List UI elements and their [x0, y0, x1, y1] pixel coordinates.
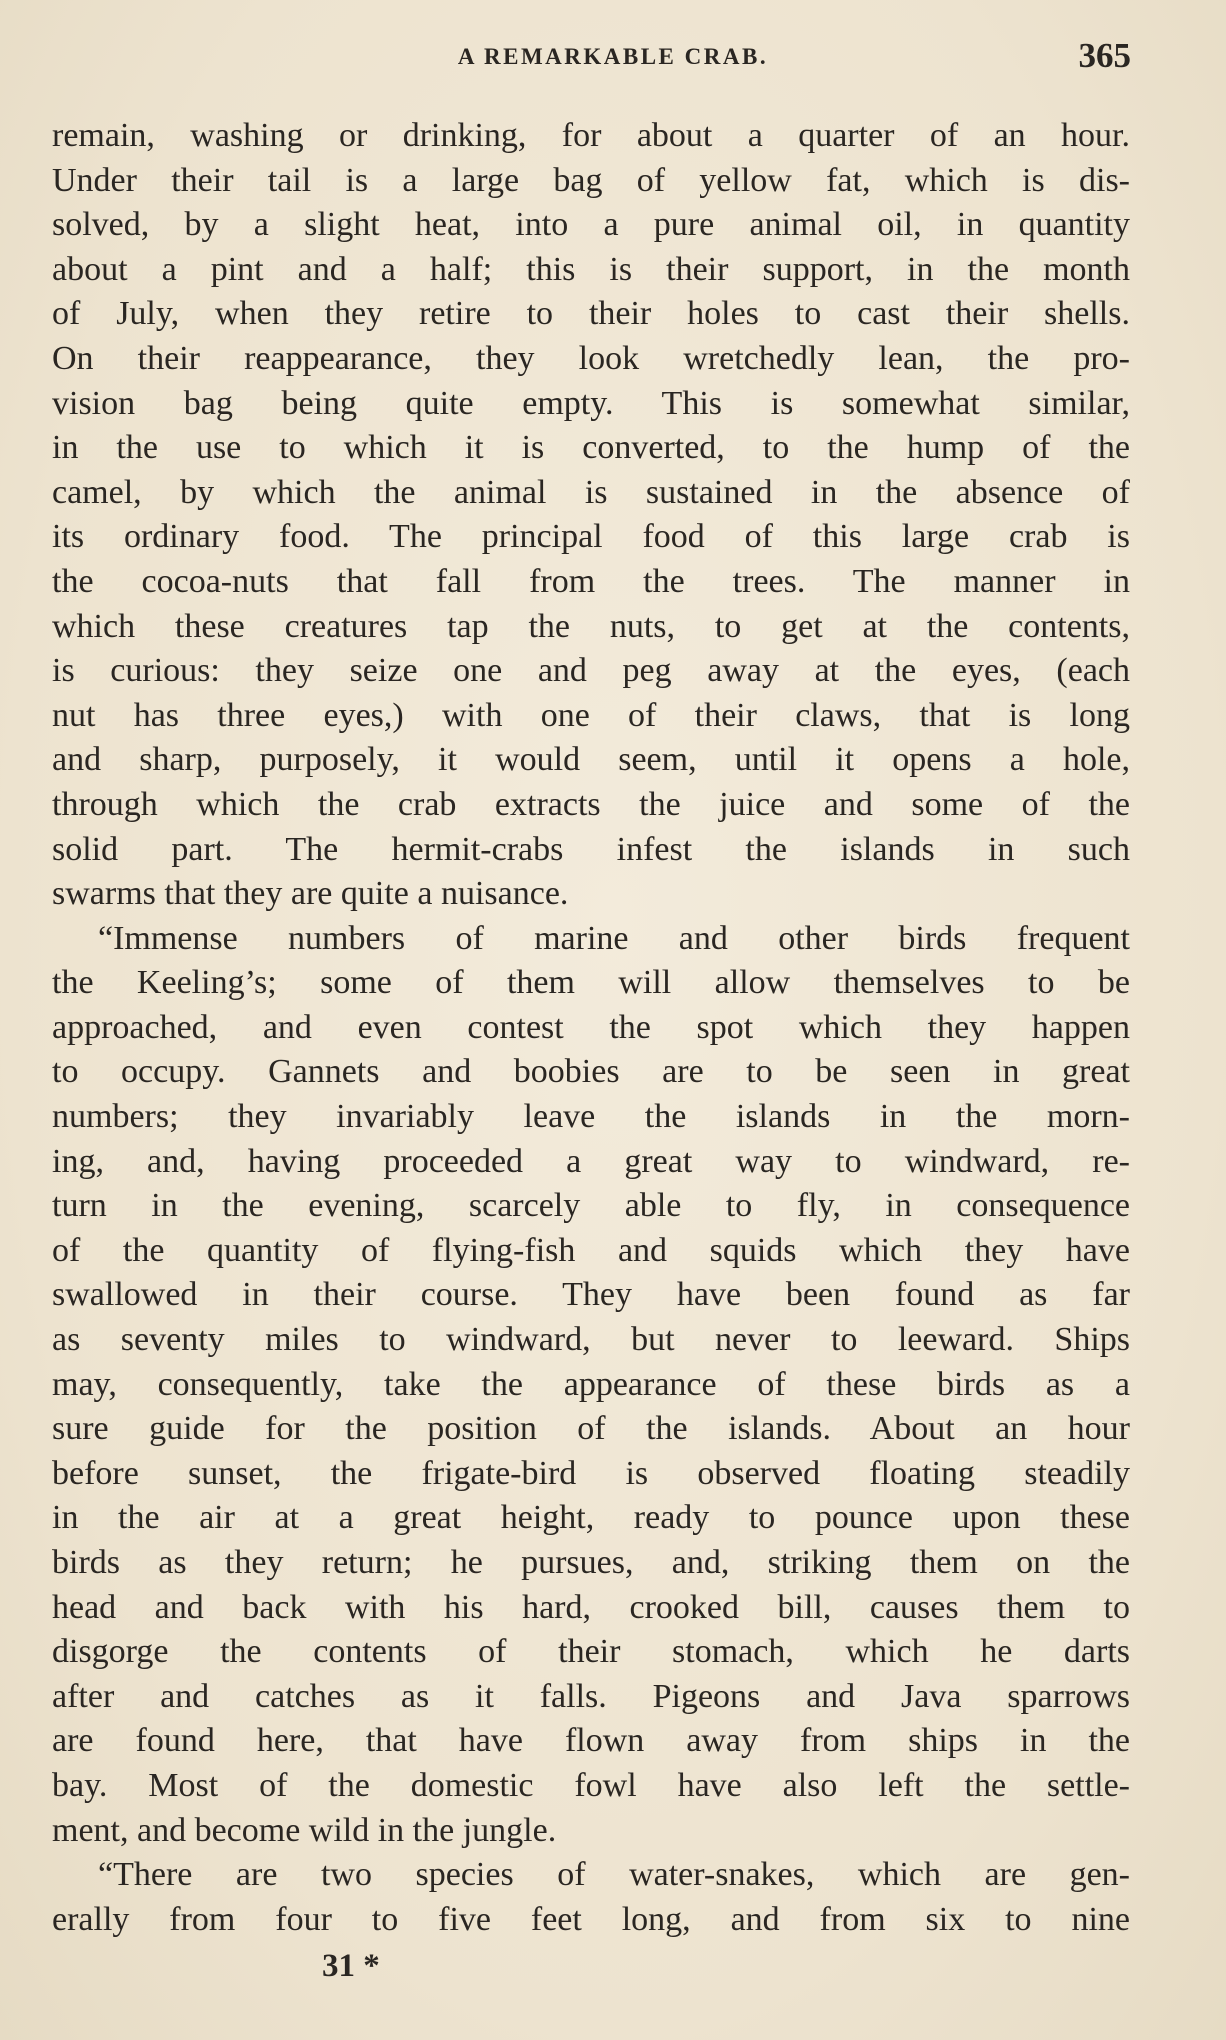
- text-line: about a pint and a half; this is their support, in the month: [52, 250, 1130, 288]
- text-line: turn in the evening, scarcely able to fly, in consequence: [52, 1187, 1130, 1225]
- text-line: On their reappearance, they look wretchedly lean, the pro-: [52, 339, 1130, 377]
- text-line: after and catches as it falls. Pigeons and Java sparrows: [52, 1677, 1130, 1715]
- text-line: Under their tail is a large bag of yellow fat, which is dis-: [52, 161, 1130, 199]
- text-line: disgorge the contents of their stomach, which he darts: [52, 1633, 1130, 1671]
- text-line: before sunset, the frigate-bird is observed floating steadily: [52, 1454, 1130, 1492]
- text-line: of the quantity of flying-fish and squids which they have: [52, 1231, 1130, 1269]
- signature-mark: 31 *: [322, 1948, 380, 1984]
- text-line: swallowed in their course. They have been found as far: [52, 1276, 1130, 1314]
- text-line: camel, by which the animal is sustained in the absence of: [52, 473, 1130, 511]
- text-line: and sharp, purposely, it would seem, until it opens a hole,: [52, 741, 1130, 779]
- text-line: bay. Most of the domestic fowl have also left the settle-: [52, 1766, 1130, 1804]
- page-number: 365: [1078, 36, 1131, 75]
- text-line: which these creatures tap the nuts, to get at the contents,: [52, 607, 1130, 645]
- text-line: ment, and become wild in the jungle.: [52, 1811, 557, 1849]
- text-line: numbers; they invariably leave the islands in the morn-: [52, 1098, 1130, 1136]
- running-head: [0, 36, 1226, 76]
- text-line: approached, and even contest the spot which they happen: [52, 1008, 1130, 1046]
- text-line: “Immense numbers of marine and other birds frequent: [98, 919, 1130, 957]
- text-line: the cocoa-nuts that fall from the trees. The manner in: [52, 562, 1130, 600]
- text-line: vision bag being quite empty. This is somewhat similar,: [52, 384, 1130, 422]
- text-line: in the use to which it is converted, to the hump of the: [52, 429, 1130, 467]
- text-line: “There are two species of water-snakes, which are gen-: [98, 1856, 1130, 1894]
- text-line: through which the crab extracts the juice and some of the: [52, 785, 1130, 823]
- text-line: the Keeling’s; some of them will allow themselves to be: [52, 964, 1130, 1002]
- text-line: may, consequently, take the appearance of these birds as a: [52, 1365, 1130, 1403]
- text-line: to occupy. Gannets and boobies are to be seen in great: [52, 1053, 1130, 1091]
- text-line: erally from four to five feet long, and from six to nine: [52, 1900, 1130, 1938]
- text-line: as seventy miles to windward, but never to leeward. Ships: [52, 1321, 1130, 1359]
- text-line: solved, by a slight heat, into a pure animal oil, in quantity: [52, 206, 1130, 244]
- text-line: in the air at a great height, ready to pounce upon these: [52, 1499, 1130, 1537]
- text-line: nut has three eyes,) with one of their claws, that is long: [52, 696, 1130, 734]
- running-title: A REMARKABLE CRAB.: [457, 44, 769, 69]
- text-line: head and back with his hard, crooked bill, causes them to: [52, 1588, 1130, 1626]
- text-line: birds as they return; he pursues, and, striking them on the: [52, 1544, 1130, 1581]
- text-line: swarms that they are quite a nuisance.: [52, 875, 569, 913]
- text-line: ing, and, having proceeded a great way to windward, re-: [52, 1142, 1130, 1180]
- text-line: its ordinary food. The principal food of this large crab is: [52, 518, 1130, 556]
- text-line: solid part. The hermit-crabs infest the islands in such: [52, 830, 1130, 868]
- body-text: [52, 114, 1130, 1942]
- text-line: is curious: they seize one and peg away at the eyes, (each: [52, 652, 1130, 690]
- text-line: of July, when they retire to their holes to cast their shells.: [52, 295, 1130, 333]
- text-line: are found here, that have flown away from ships in the: [52, 1722, 1130, 1760]
- text-line: remain, washing or drinking, for about a quarter of an hour.: [52, 117, 1130, 154]
- text-line: sure guide for the position of the islands. About an hour: [52, 1410, 1130, 1448]
